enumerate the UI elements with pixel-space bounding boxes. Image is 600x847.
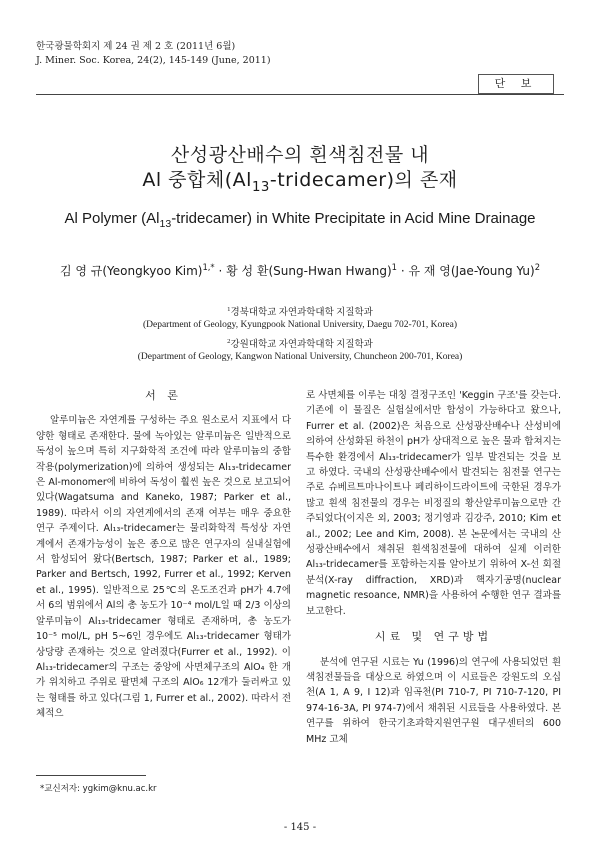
right-column	[306, 388, 561, 747]
article-type-badge: 단 보	[478, 74, 554, 94]
author-3-mark: 2	[534, 262, 541, 272]
page-number: - 145 -	[283, 822, 317, 833]
header-divider	[36, 94, 564, 95]
author-separator: ·	[214, 264, 227, 278]
title-ko-line2-post: -tridecamer)의 존재	[269, 169, 458, 191]
section-heading-introduction: 서 론	[145, 389, 182, 402]
left-column	[36, 388, 291, 722]
author-2: 황 성 환(Sung-Hwan Hwang)	[226, 264, 392, 278]
affiliation-2-en: (Department of Geology, Kangwon National University, Chuncheon 200-701, Korea)	[137, 352, 463, 362]
footnote-divider	[36, 775, 146, 776]
journal-citation-en: J. Miner. Soc. Korea, 24(2), 145-149 (June, 2011)	[36, 55, 271, 66]
title-ko-line2-pre: Al 중합체(Al	[142, 169, 252, 191]
journal-name-ko: 한국광물학회지 제 24 권 제 2 호 (2011년 6월)	[36, 41, 236, 52]
intro-paragraph-continued: 로 사면체를 이루는 대칭 결정구조인 'Keggin 구조'를 갖는다. 기존에 이 물질은 실험실에서만 합성이 가능하다고 왔으나, Furrer et al. (2002)은 처음으로 산성광산배수나 산성비에 의하여 산성화된 하천이 pH가 상대적으로 높은 물과 합쳐지는 특수한 환경에서 Al₁₃-tridecamer가 일부 발견되는 것을 보고 하였다. 국내의 산성광산배수에서 발견되는 침전물 연구는 주로 슈베르트마나이트나 페리하이드라이트에 국한된 경우가 많고 흰색 침전물의 경우는 비정질의 황산알루미늄으로만 간주되었다(이지은 외, 2003; 정기영과 김강주, 2010; Kim et al., 2002; Lee and Kim, 2008). 본 논문에서는 국내의 산성광산배수에서 채취된 흰색침전물에 대하여 실제 이러한 Al₁₃-tridecamer를 포함하는지를 알아보기 위하여 X-선 회절분석(X-ray diffraction, XRD)과 핵자기공명(nuclear magnetic resoance, NMR)을 사용하여 수행한 연구 결과를 보고한다.	[306, 390, 561, 617]
affiliation-1-mark: 1	[227, 305, 231, 313]
affiliation-2-mark: 2	[227, 337, 231, 345]
affiliation-1-ko	[0, 304, 600, 318]
author-2-mark: 1	[391, 262, 397, 272]
journal-header	[36, 40, 271, 68]
author-1: 김 영 규(Yeongkyoo Kim)	[59, 264, 203, 278]
methods-paragraph: 분석에 연구된 시료는 Yu (1996)의 연구에 사용되었던 흰색침전물들을 대상으로 하였으며 이 시료들은 강원도의 오십천(A 1, A 9, I 12)과 임곡천(PI 710-7, PI 710-7-120, PI 974-16-3A, PI 974-7)에서 채취된 시료들을 사용하였다. 본 연구를 위하여 한국기초과학지원연구원 대구센터의 600 MHz 고체	[306, 656, 561, 745]
title-ko-line2	[0, 165, 600, 195]
title-en-sub: 13	[159, 218, 172, 230]
author-list	[0, 262, 600, 279]
title-ko-line2-sub: 13	[251, 179, 270, 195]
author-1-mark: 1,*	[202, 262, 215, 272]
title-en-post: -tridecamer) in White Precipitate in Acid Mine Drainage	[171, 210, 536, 227]
intro-paragraph: 알루미늄은 자연계를 구성하는 주요 원소로서 지표에서 다양한 형태로 존재한다. 물에 녹아있는 알루미늄은 일반적으로 독성이 높으며 특히 지구화학적 조건에 따라 알루미늄의 중합작용(polymerization)에 의하여 생성되는 Al₁₃-tridecamer은 Al-monomer에 비하여 독성이 훨씬 높은 것으로 보고되어 있다(Wagatsuma and Kaneko, 1987; Parker et al., 1989). 따라서 이의 자연계에서의 존재 여부는 매우 중요한 연구 주제이다. Al₁₃-tridecamer는 물리화학적 특성상 자연계에서 존재가능성이 높은 종으로 많은 연구자의 실내실험에서 합성되어 왔다(Bertsch, 1987; Parker et al., 1989; Parker and Bertsch, 1992, Furrer et al., 1992; Kerven et al., 1995). 일반적으로 25℃의 온도조건과 pH가 4.7에서 6의 범위에서 Al의 총 농도가 10⁻⁴ mol/L일 때 2/3 이상의 알루미늄이 Al₁₃-tridecamer 형태로 존재하며, 총 농도가 10⁻⁵ mol/L, pH 5~6인 경우에도 Al₁₃-tridecamer 형태가 상당량 존재하는 것으로 알려졌다(Furrer et al., 1992). 이 Al₁₃-tridecamer의 구조는 중앙에 사면체구조의 AlO₄ 한 개가 위치하고 주위로 팔면체 구조의 AlO₆ 12개가 둘러싸고 있는 형태를 하고 있다(그림 1, Furrer et al., 2002). 따라서 전체적으	[36, 415, 291, 720]
affiliation-2-ko	[0, 336, 600, 350]
affiliation-1-ko-text: 경북대학교 자연과학대학 지질학과	[230, 308, 373, 318]
title-en	[0, 210, 600, 230]
author-3: 유 재 영(Jae-Young Yu)	[408, 264, 535, 278]
affiliation-2-ko-text: 강원대학교 자연과학대학 지질학과	[230, 340, 373, 350]
title-ko-line1: 산성광산배수의 흰색침전물 내	[170, 144, 430, 166]
corresponding-author-footnote: *교신저자: ygkim@knu.ac.kr	[40, 784, 157, 794]
affiliation-1-en: (Department of Geology, Kyungpook National University, Daegu 702-701, Korea)	[142, 320, 458, 330]
title-en-pre: Al Polymer (Al	[64, 210, 160, 227]
section-heading-methods: 시료 및 연구방법	[374, 630, 493, 644]
author-separator: ·	[397, 264, 409, 278]
